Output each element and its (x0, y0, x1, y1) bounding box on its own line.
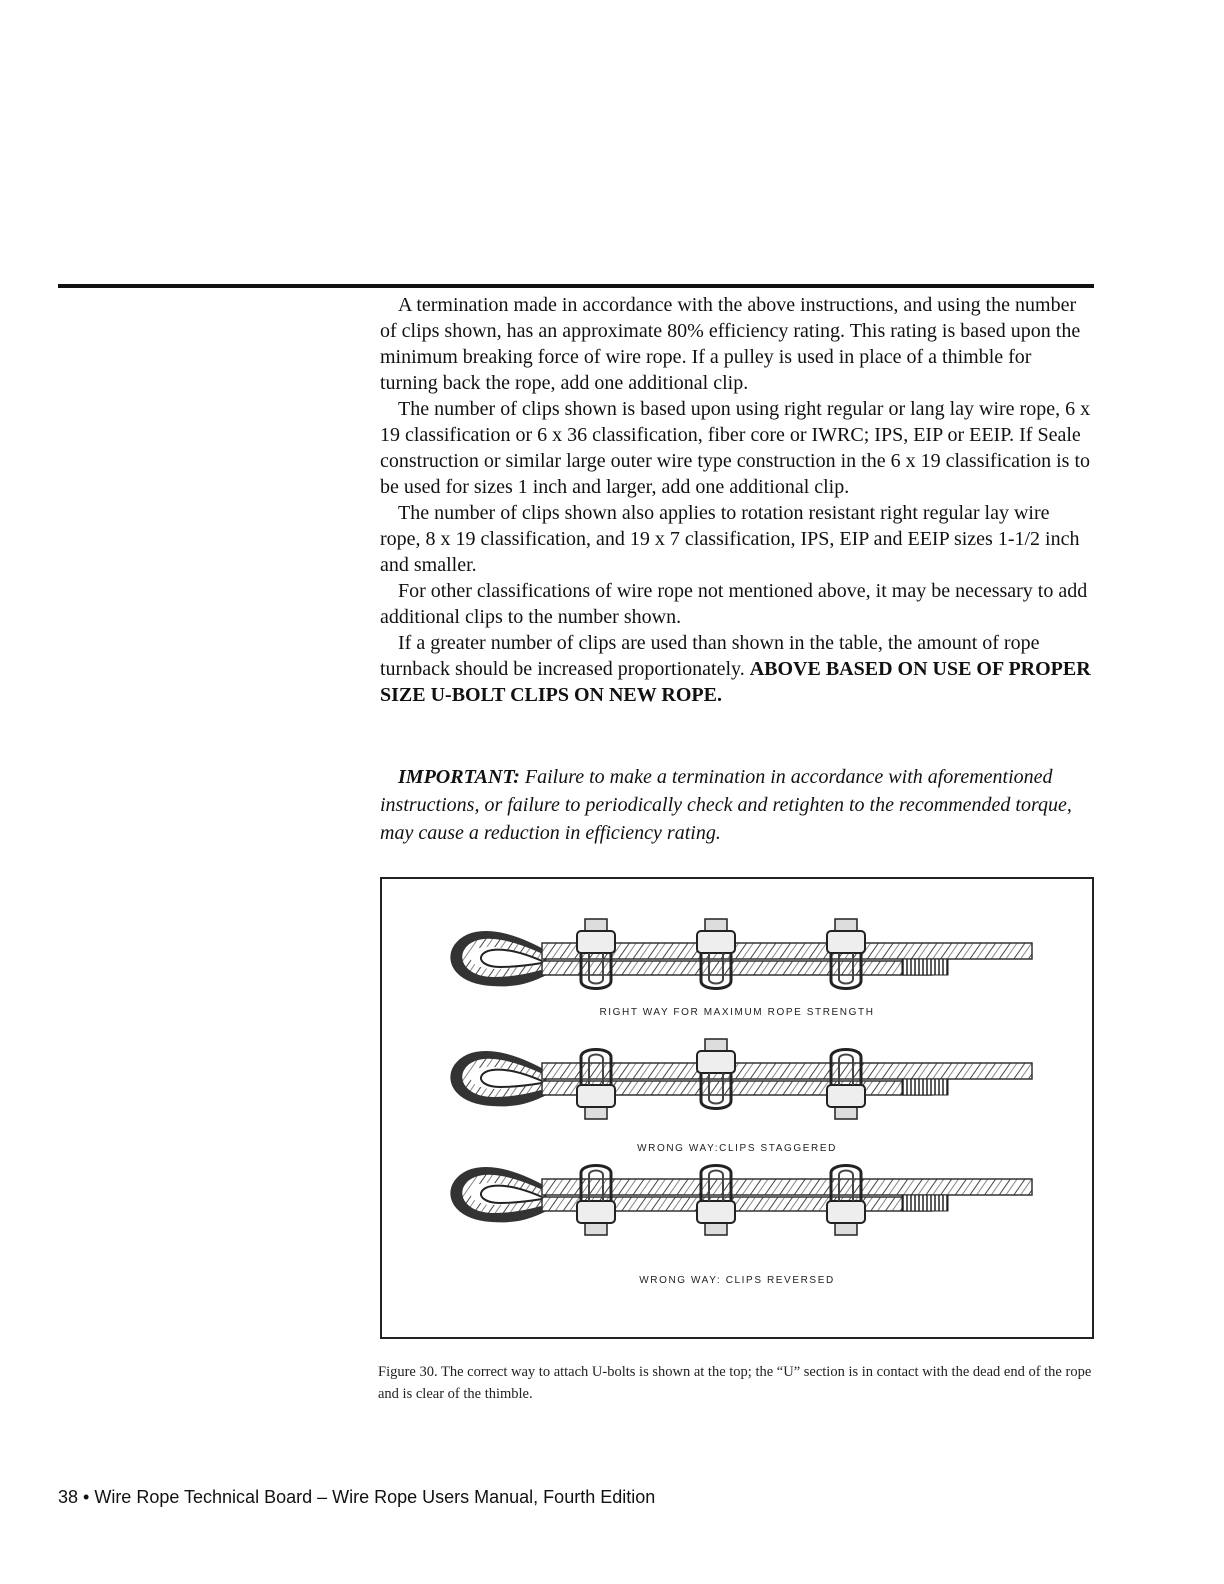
u-bolt-clip-reversed (827, 1166, 865, 1236)
important-note (380, 763, 1092, 847)
paragraph-5-text: If a greater number of clips are used than shown in the table, the amount of rope turnback should be increased proportionately. (380, 632, 1040, 680)
rope-diagram-staggered (457, 1039, 1032, 1119)
u-bolt-clip-reversed (827, 1050, 865, 1120)
body-text (380, 292, 1092, 708)
u-bolt-clip-reversed (697, 1166, 735, 1236)
u-bolt-clip-reversed (577, 1166, 615, 1236)
important-label: IMPORTANT: (398, 766, 520, 788)
paragraph-5 (380, 630, 1092, 708)
u-bolt-clip (697, 1039, 735, 1109)
page-footer: 38 • Wire Rope Technical Board – Wire Rope Users Manual, Fourth Edition (58, 1487, 656, 1507)
figure-box (380, 877, 1094, 1339)
rope-diagram-reversed (457, 1166, 1032, 1236)
figure-label-right-way: RIGHT WAY FOR MAXIMUM ROPE STRENGTH (599, 1007, 875, 1018)
header-rule (58, 284, 1094, 288)
paragraph-2: The number of clips shown is based upon using right regular or lang lay wire rope, 6 x 19 classification or 6 x 36 classification, fiber core or IWRC; IPS, EIP or EEIP. If Seale construction or similar large outer wire type construction in the 6 x 19 classification is to be used for sizes 1 inch and larger, add one additional clip. (380, 398, 1091, 498)
figure-illustration (382, 879, 1092, 1337)
paragraph-4: For other classifications of wire rope not mentioned above, it may be necessary to add additional clips to the number shown. (380, 580, 1088, 628)
paragraph-1: A termination made in accordance with the above instructions, and using the number of clips shown, has an approximate 80% efficiency rating. This rating is based upon the minimum breaking force of wire rope. If a pulley is used in place of a thimble for turning back the rope, add one additional clip. (380, 294, 1081, 394)
important-text: Failure to make a termination in accordance with aforementioned instructions, or failure to periodically check and retighten to the recommended torque, may cause a reduction in efficiency rating. (380, 766, 1072, 844)
figure-caption: Figure 30. The correct way to attach U-bolts is shown at the top; the “U” section is in contact with the dead end of the rope and is clear of the thimble. (378, 1364, 1092, 1402)
u-bolt-clip (577, 919, 615, 989)
paragraph-3: The number of clips shown also applies to rotation resistant right regular lay wire rope, 8 x 19 classification, and 19 x 7 classification, IPS, EIP and EEIP sizes 1-1/2 inch and smaller. (380, 502, 1080, 576)
u-bolt-clip (697, 919, 735, 989)
figure-label-reversed: WRONG WAY: CLIPS REVERSED (639, 1275, 835, 1286)
paragraph-5-bold: ABOVE BASED ON USE OF PROPER SIZE U-BOLT CLIPS ON NEW ROPE. (380, 658, 1091, 706)
u-bolt-clip (827, 919, 865, 989)
figure-label-staggered: WRONG WAY:CLIPS STAGGERED (637, 1143, 837, 1154)
rope-diagram-right-way (457, 919, 1032, 989)
u-bolt-clip-reversed (577, 1050, 615, 1120)
